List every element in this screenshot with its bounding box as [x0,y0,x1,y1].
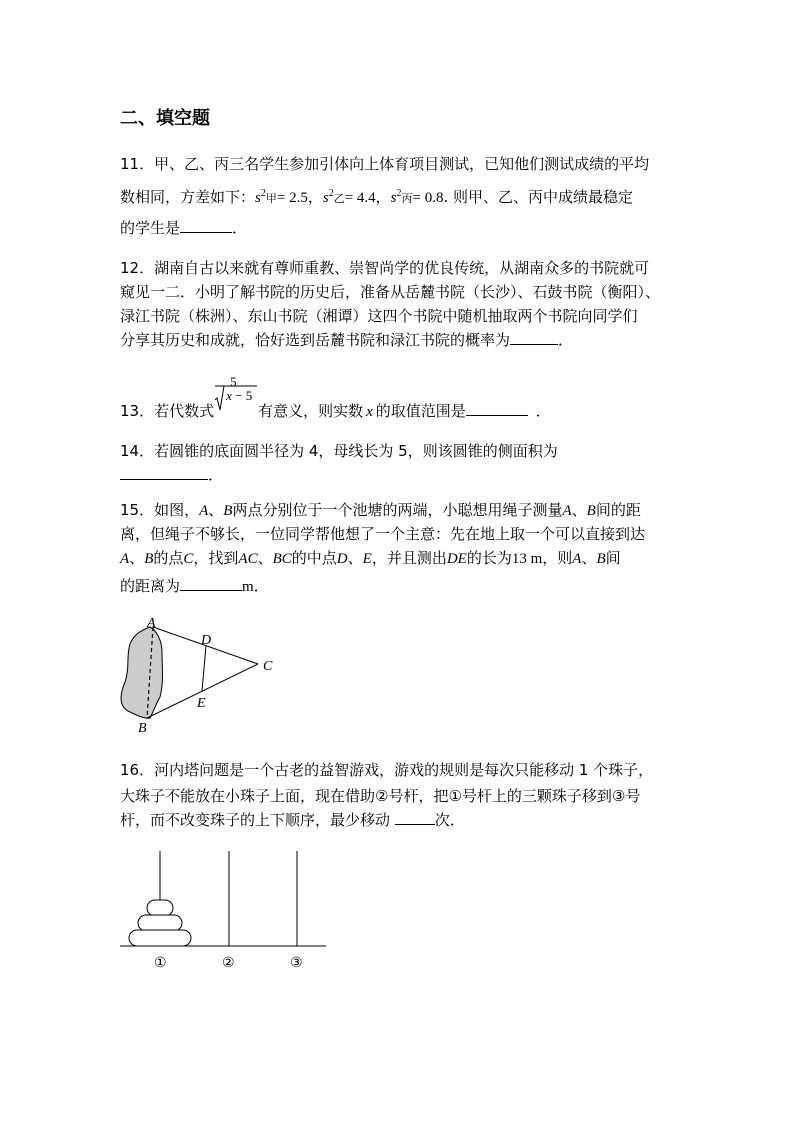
variance-sub-bing: 丙 [401,192,413,205]
answer-blank[interactable] [120,465,208,480]
answer-blank[interactable] [395,810,435,825]
q15-text: 的距离为 [120,577,181,595]
answer-blank[interactable] [466,401,528,416]
label-a: A [147,616,156,631]
q11-line-3 [120,218,247,238]
segment-bc: BC [272,551,292,567]
variance-yi-value: = 4.4 [344,190,376,206]
variance-sub-yi: 乙 [333,192,345,205]
segment-de: DE [446,551,467,567]
q15-text: 的中点 [291,549,337,567]
unit: m [242,579,254,595]
q14-line-2 [120,465,223,485]
q11-text: . 则甲、乙、丙中成绩最稳定 [443,188,634,206]
q12-end: ． [558,331,574,349]
q16-line-1: 16．河内塔问题是一个古老的益智游戏，游戏的规则是每次只能移动 1 个珠子， [120,761,654,779]
variance-symbol: s [322,190,329,206]
point-b: B [586,503,596,519]
rod-label-3: ③ [290,956,303,971]
q13-line [120,374,551,422]
q14-line-1: 14．若圆锥的底面圆半径为 4，母线长为 5，则该圆锥的侧面积为 [120,442,558,460]
bead-small [147,900,173,916]
q15-text: 两点分别位于一个池塘的两端，小聪想用绳子测量 [232,501,563,519]
q12-line-1: 12．湖南自古以来就有尊师重教、崇智尚学的优良传统，从湖南众多的书院就可 [120,259,650,277]
q15-text: 的点 [153,549,184,567]
point-c: C [183,551,194,567]
q16-text: 杆，而不改变珠子的上下顺序，最少移动 [120,811,395,829]
q13-prefix: 13．若代数式 [120,402,215,420]
variance-square: 2 [260,188,266,199]
answer-blank[interactable] [180,218,232,233]
point-e: E [362,551,372,567]
label-c: C [263,659,273,674]
bead-large [129,930,191,946]
variance-symbol: s [390,190,397,206]
q13-middle: 有意义，则实数 [258,402,364,420]
point-a: A [120,551,130,567]
label-d: D [201,633,212,648]
q15-text: 间的距 [595,501,641,519]
point-a: A [562,503,572,519]
hanoi-figure [115,845,330,975]
q15-line-1 [120,500,641,521]
point-b: B [223,503,233,519]
q11-end: ． [232,219,248,237]
rod-label-1: ① [154,956,167,971]
q15-text: ，并且测出 [371,549,447,567]
q15-line-4 [120,576,269,597]
q16-end: 次． [434,811,465,829]
var-x: x [226,388,232,403]
bead-medium [138,915,182,931]
q13-end: ． [535,402,551,420]
q12-text: 分享其历史和成就，恰好选到岳麓书院和渌江书院的概率为 [120,331,511,349]
q11-line-1: 11．甲、乙、丙三名学生参加引体向上体育项目测试，已知他们测试成绩的平均 [120,155,650,173]
q11-text: 的学生是 [120,219,181,237]
answer-blank[interactable] [510,330,558,345]
q15-text: 15．如图， [120,501,200,519]
variance-square: 2 [396,188,402,199]
q15-text: ，找到 [193,549,239,567]
comma: ， [375,188,391,206]
minus-five: − 5 [231,388,253,403]
fraction-numerator: 5 [230,374,237,389]
fraction-denominator [226,386,252,406]
q15-line-2: 离，但绳子不够长，一位同学帮他想了一个主意：先在地上取一个可以直接到达 [120,525,646,543]
variance-jia-value: = 2.5 [276,190,308,206]
point-a: A [199,503,209,519]
q14-end: ． [208,466,224,484]
separator: 、 [129,549,145,567]
length-value: 13 m [511,551,543,567]
q12-line-4 [120,330,573,350]
q15-line-3 [120,548,621,569]
q12-line-3: 渌江书院（株洲）、东山书院（湘谭）这四个书院中随机抽取两个书院向同学们 [120,307,638,325]
q16-line-3 [120,810,465,830]
label-e: E [197,696,206,711]
variance-symbol: s [255,190,261,206]
point-a: A [572,551,582,567]
rod-label-2: ② [222,956,235,971]
q15-text: ，则 [542,549,573,567]
separator: 、 [257,549,273,567]
segment-de-line [202,646,206,691]
q12-line-2: 窥见一二．小明了解书院的历史后，准备从岳麓书院（长沙）、石鼓书院（衡阳）、 [120,283,661,301]
q15-text: 间 [605,549,621,567]
separator: 、 [581,549,597,567]
point-b: B [596,551,606,567]
pond-shape [121,627,162,718]
q11-text: 数相同，方差如下： [120,188,256,206]
variance-sub-jia: 甲 [265,192,277,205]
section-title: 二、填空题 [120,108,210,129]
q15-text: 的长为 [466,549,512,567]
q13-suffix: 的取值范围是 [375,402,466,420]
q15-end: ． [253,577,269,595]
separator: 、 [347,549,363,567]
q11-line-2 [120,184,633,209]
fraction [214,374,258,416]
variance-bing-value: = 0.8 [412,190,444,206]
segment-ac: AC [238,551,258,567]
separator: 、 [208,501,224,519]
point-d: D [336,551,348,567]
point-b: B [144,551,154,567]
var-x: x [366,404,373,420]
q16-line-2: 大珠子不能放在小珠子上面，现在借助②号杆，把①号杆上的三颗珠子移到③号 [120,787,641,805]
pond-figure [110,612,290,742]
label-b: B [138,721,147,736]
separator: 、 [571,501,587,519]
answer-blank[interactable] [180,576,242,591]
comma: ， [307,188,323,206]
variance-square: 2 [328,188,334,199]
